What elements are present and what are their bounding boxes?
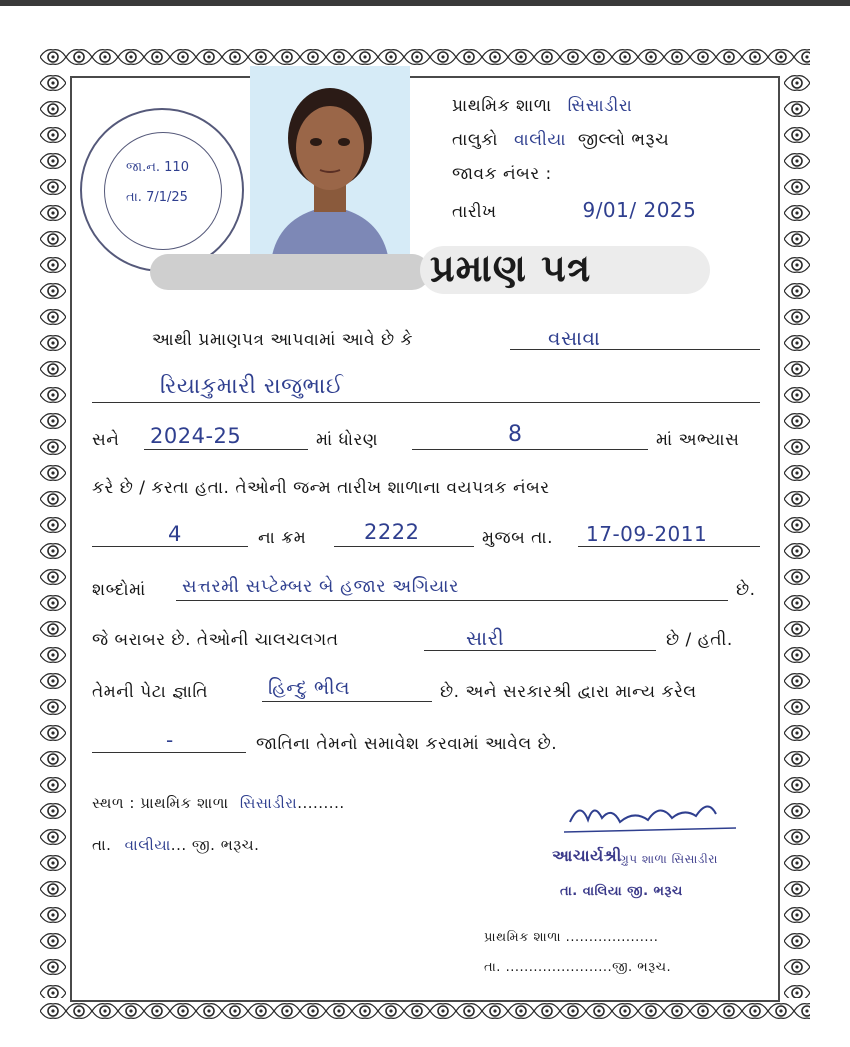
place-dots: ......... (297, 794, 345, 812)
place-value: સિસાડીરા (239, 794, 298, 812)
taluka-value: વાલીયા (513, 130, 567, 150)
taluka-label: તાલુકો (452, 130, 499, 150)
top-edge-bar (0, 0, 850, 6)
dob-register-sentence: કરે છે / કરતા હતા. તેઓની જન્મ તારીખ શાળાના વયપત્રક નંબર (92, 478, 550, 498)
year-value: 2024-25 (150, 424, 242, 448)
ta-field (92, 836, 259, 854)
conduct-line (424, 650, 656, 651)
student-name-value: રિયાકુમારી રાજુભાઈ (160, 374, 344, 399)
conduct-label: જે બરાબર છે. તેઓની ચાલચલગત (92, 630, 339, 650)
register-line (92, 546, 248, 547)
date-label: તારીખ (452, 202, 497, 222)
intro-text: આથી પ્રમાણપત્ર આપવામાં આવે છે કે (152, 330, 413, 350)
dob-line (578, 546, 760, 547)
caste-suffix: જાતિના તેમનો સમાવેશ કરવામાં આવેલ છે. (256, 734, 558, 754)
taluka-field (452, 130, 669, 150)
conduct-suffix: છે / હતી. (666, 630, 733, 650)
principal-signature (560, 792, 740, 842)
ta-label: તા. (92, 836, 112, 854)
surname-value: વસાવા (548, 326, 601, 350)
certificate-title: પ્રમાણ પત્ર (430, 246, 592, 290)
caste-line (92, 752, 246, 753)
principal-stamp-line1: આચાર્યશ્રી (552, 846, 622, 865)
principal-stamp-line3: તા. વાલિયા જી. ભરૂચ (560, 884, 683, 899)
top-ornament-pattern (40, 44, 810, 70)
stamp-date: તા. 7/1/25 (126, 190, 188, 205)
bottom-ta-line: તા. .......................જી. ભરૂચ. (484, 960, 672, 975)
as-per-date-label: મુજબ તા. (482, 528, 553, 548)
right-ornament-pattern (784, 70, 810, 998)
std-label: માં ધોરણ (316, 430, 379, 450)
register-value: 4 (168, 522, 182, 546)
place-label: સ્થળ : પ્રાથમિક શાળા (92, 794, 229, 812)
left-ornament-pattern (40, 70, 66, 998)
serial-line (334, 546, 474, 547)
serial-value: 2222 (364, 520, 420, 544)
ta-suffix: ... જી. ભરૂચ. (170, 836, 260, 854)
ta-value: વાલીયા (124, 836, 171, 854)
year-prefix: સને (92, 430, 120, 450)
place-field (92, 794, 345, 812)
subcaste-suffix: છે. અને સરકારશ્રી દ્વારા માન્ય કરેલ (440, 682, 697, 702)
district-label: જીલ્લો ભરૂચ (577, 130, 670, 150)
date-field (452, 198, 696, 222)
studying-suffix: માં અભ્યાસ (656, 430, 740, 450)
principal-stamp-line2: ગ્રુપ શાળા સિસાડીરા (620, 852, 718, 866)
year-line (144, 449, 308, 450)
school-value: સિસાડીરા (567, 96, 633, 116)
dob-words-value: સત્તરમી સપ્ટેમ્બર બે હજાર અગિયાર (182, 576, 459, 597)
words-suffix: છે. (736, 580, 756, 600)
school-label: પ્રાથમિક શાળા (452, 96, 552, 116)
std-value: 8 (508, 422, 523, 447)
school-field (452, 96, 632, 116)
name-line (92, 402, 760, 403)
right-ornament-border (784, 70, 810, 998)
stamp-jan-number: જા.ન. 110 (126, 160, 189, 175)
top-ornament-border (40, 44, 810, 70)
dob-words-line (176, 600, 728, 601)
std-line (412, 449, 648, 450)
conduct-value: સારી (466, 626, 505, 650)
date-value: 9/01/ 2025 (582, 198, 697, 222)
subcaste-value: હિન્દુ ભીલ (268, 677, 350, 699)
caste-value: - (166, 728, 174, 752)
dob-value: 17-09-2011 (586, 522, 708, 546)
serial-label: ના ક્રમ (258, 528, 307, 548)
bottom-school-line: પ્રાથમિક શાળા .................... (484, 930, 659, 945)
subcaste-label: તેમની પેટા જ્ઞાતિ (92, 682, 209, 702)
outward-number-label: જાવક નંબર : (452, 164, 552, 184)
left-ornament-border (40, 70, 66, 998)
words-label: શબ્દોમાં (92, 580, 146, 600)
subcaste-line (262, 701, 432, 702)
